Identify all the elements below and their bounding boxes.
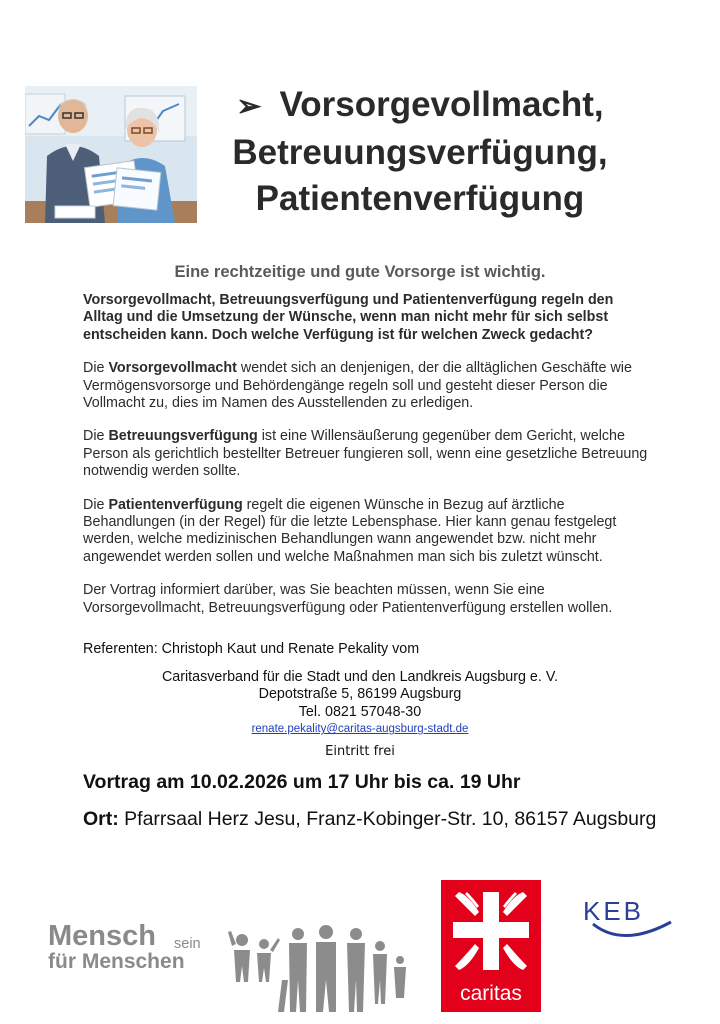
term-betreuungsverfuegung: Betreuungsverfügung bbox=[108, 428, 258, 445]
keb-logo-text: KEB bbox=[583, 896, 645, 926]
closing-paragraph: Der Vortrag informiert darüber, was Sie beachten müssen, wenn Sie eine Vorsorgevollmacht, Betreuungsverfügung oder Patientenverfügung erstellen wollen. bbox=[83, 582, 613, 616]
place-label: Ort: bbox=[83, 808, 119, 830]
mensch-logo-line2: für Menschen bbox=[48, 950, 185, 973]
mensch-logo-word: Mensch bbox=[48, 920, 156, 952]
place-text: Pfarrsaal Herz Jesu, Franz-Kobinger-Str. 10, 86157 Augsburg bbox=[118, 808, 657, 830]
page-title bbox=[205, 82, 635, 222]
keb-swoosh-icon bbox=[583, 918, 678, 944]
title-line-3: Patientenverfügung bbox=[255, 179, 585, 218]
term-vorsorgevollmacht: Vorsorgevollmacht bbox=[108, 360, 237, 377]
arrow-bullet-icon: ➢ bbox=[236, 90, 262, 123]
caritas-logo bbox=[441, 880, 541, 1012]
admission-text: Eintritt frei bbox=[325, 743, 395, 759]
mensch-logo-sein: sein bbox=[174, 936, 201, 952]
term-patientenverfuegung: Patientenverfügung bbox=[108, 496, 243, 513]
organization-name: Caritasverband für die Stadt und den Landkreis Augsburg e. V. bbox=[161, 669, 559, 685]
organization-address: Depotstraße 5, 86199 Augsburg bbox=[258, 686, 462, 703]
organization-phone: Tel. 0821 57048-30 bbox=[298, 703, 422, 720]
section-patientenverfuegung: Die Patientenverfügung regelt die eigenen Wünsche in Bezug auf ärztliche Behandlungen (in der Regel) für die letzte Lebensphase. Hier kann genau festgelegt werden, welche medizinischen Behandlungen wann angewendet bzw. nicht mehr angewendet werden sollen und welche Maßnahmen man sich bis zuletzt wünscht. bbox=[83, 496, 617, 565]
event-date: Vortrag am 10.02.2026 um 17 Uhr bis ca. 19 Uhr bbox=[83, 771, 521, 793]
intro-paragraph: Vorsorgevollmacht, Betreuungsverfügung und Patientenverfügung regeln den Alltag und die Umsetzung der Wünsche, wenn man nicht mehr für sich selbst entscheiden kann. Doch welche Verfügung ist für welchen Zweck gedacht? bbox=[83, 292, 614, 343]
subtitle: Eine rechtzeitige und gute Vorsorge ist wichtig. bbox=[174, 263, 546, 281]
title-line-1: Vorsorgevollmacht, bbox=[279, 85, 604, 124]
people-silhouettes-icon bbox=[228, 920, 428, 1020]
event-place bbox=[83, 806, 683, 833]
keb-logo bbox=[583, 896, 678, 944]
section-vorsorgevollmacht: Die Vorsorgevollmacht wendet sich an denjenigen, der die alltäglichen Geschäfte wie Vermögensvorsorge und Behördengänge regeln soll und gesteht dieser Person die Vollmacht zu, dies im Namen des Ausstellenden zu erledigen. bbox=[83, 360, 632, 412]
caritas-flame-cross-icon bbox=[451, 888, 531, 974]
title-line-2: Betreuungsverfügung, bbox=[232, 133, 608, 172]
organization-block bbox=[120, 669, 600, 760]
body-text bbox=[83, 292, 648, 633]
email-link[interactable]: renate.pekality@caritas-augsburg-stadt.de bbox=[251, 723, 469, 736]
speakers-line: Referenten: Christoph Kaut und Renate Pekality vom bbox=[83, 641, 420, 657]
mensch-sein-logo bbox=[48, 920, 428, 1020]
couple-photo bbox=[25, 86, 197, 223]
section-betreuungsverfuegung: Die Betreuungsverfügung ist eine Willensäußerung gegenüber dem Gericht, welche Person als gerichtlich bestellter Betreuer fungieren soll, wenn eine gesetzliche Betreuung notwendig werden sollte. bbox=[83, 428, 648, 480]
caritas-logo-text: caritas bbox=[460, 982, 522, 1005]
